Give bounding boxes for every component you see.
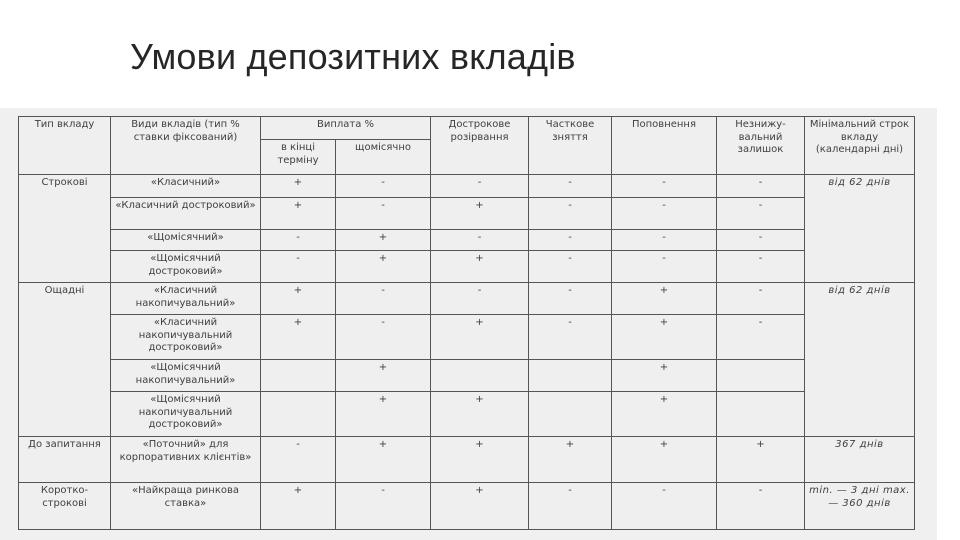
cell-partial-withdrawal: -	[529, 198, 612, 230]
cell-payment-end: -	[261, 251, 336, 283]
cell-payment-monthly: +	[336, 437, 431, 483]
cell-replenishment: +	[612, 283, 717, 315]
cell-payment-monthly: -	[336, 483, 431, 530]
table-row	[19, 251, 915, 283]
table-row	[19, 198, 915, 230]
cell-early-termination: +	[431, 483, 529, 530]
cell-min-balance: -	[717, 175, 805, 198]
cell-payment-monthly: +	[336, 392, 431, 437]
deposit-kind: «Класичний достроковий»	[111, 198, 261, 230]
group-savings: Ощадні	[19, 283, 111, 437]
cell-early-termination: +	[431, 315, 529, 360]
cell-payment-monthly: -	[336, 175, 431, 198]
table-header-row	[19, 117, 915, 140]
cell-payment-end: -	[261, 230, 336, 251]
deposit-kind: «Щомісячний накопичувальний достроковий»	[111, 392, 261, 437]
cell-replenishment: +	[612, 360, 717, 392]
cell-early-termination: +	[431, 251, 529, 283]
term-savings: від 62 днів	[805, 283, 915, 437]
header-payment-monthly: щомісячно	[336, 140, 431, 175]
deposit-kind: «Класичний накопичувальний»	[111, 283, 261, 315]
cell-payment-monthly: +	[336, 360, 431, 392]
header-early-termination: Дострокове розірвання	[431, 117, 529, 175]
cell-min-balance: -	[717, 230, 805, 251]
table-row	[19, 283, 915, 315]
deposit-kind: «Щомісячний»	[111, 230, 261, 251]
table-row	[19, 437, 915, 483]
header-payment: Виплата %	[261, 117, 431, 140]
table-row	[19, 392, 915, 437]
table-row	[19, 230, 915, 251]
cell-min-balance: -	[717, 251, 805, 283]
cell-early-termination: +	[431, 392, 529, 437]
cell-partial-withdrawal: -	[529, 251, 612, 283]
table-row	[19, 360, 915, 392]
cell-payment-monthly: -	[336, 315, 431, 360]
table-panel	[0, 108, 937, 540]
term-demand: 367 днів	[805, 437, 915, 483]
cell-partial-withdrawal	[529, 360, 612, 392]
deposit-kind: «Поточний» для корпоративних клієнтів»	[111, 437, 261, 483]
cell-payment-monthly: +	[336, 230, 431, 251]
cell-replenishment: +	[612, 315, 717, 360]
cell-partial-withdrawal: -	[529, 283, 612, 315]
header-partial-withdrawal: Часткове зняття	[529, 117, 612, 175]
cell-payment-end: +	[261, 283, 336, 315]
cell-payment-end: +	[261, 175, 336, 198]
cell-replenishment: -	[612, 251, 717, 283]
cell-replenishment: -	[612, 483, 717, 530]
header-replenishment: Поповнення	[612, 117, 717, 175]
slide-title: Умови депозитних вкладів	[130, 36, 576, 77]
cell-early-termination: -	[431, 283, 529, 315]
group-demand: До запитання	[19, 437, 111, 483]
term-short-term: min. — 3 дні max. — 360 днів	[805, 483, 915, 530]
cell-min-balance: -	[717, 315, 805, 360]
header-min-balance: Незнижу-вальний залишок	[717, 117, 805, 175]
table-row	[19, 483, 915, 530]
cell-payment-end: +	[261, 483, 336, 530]
cell-payment-end: +	[261, 315, 336, 360]
cell-min-balance: -	[717, 198, 805, 230]
group-term: Строкові	[19, 175, 111, 283]
cell-early-termination: -	[431, 230, 529, 251]
cell-replenishment: -	[612, 230, 717, 251]
cell-payment-end: -	[261, 437, 336, 483]
cell-replenishment: -	[612, 198, 717, 230]
cell-min-balance: -	[717, 483, 805, 530]
cell-replenishment: +	[612, 437, 717, 483]
cell-payment-end: +	[261, 198, 336, 230]
deposit-kind: «Найкраща ринкова ставка»	[111, 483, 261, 530]
term-term: від 62 днів	[805, 175, 915, 283]
table-row	[19, 175, 915, 198]
cell-partial-withdrawal: +	[529, 437, 612, 483]
cell-min-balance	[717, 392, 805, 437]
cell-min-balance	[717, 360, 805, 392]
cell-partial-withdrawal: -	[529, 483, 612, 530]
header-min-term: Мінімальний строк вкладу (календарні дні)	[805, 117, 915, 175]
cell-min-balance: +	[717, 437, 805, 483]
cell-early-termination: +	[431, 437, 529, 483]
deposit-kind: «Щомісячний накопичувальний»	[111, 360, 261, 392]
deposit-kind: «Щомісячний достроковий»	[111, 251, 261, 283]
cell-early-termination: -	[431, 175, 529, 198]
cell-payment-monthly: -	[336, 283, 431, 315]
cell-partial-withdrawal: -	[529, 175, 612, 198]
cell-partial-withdrawal: -	[529, 315, 612, 360]
cell-replenishment: +	[612, 392, 717, 437]
deposit-kind: «Класичний»	[111, 175, 261, 198]
cell-early-termination: +	[431, 198, 529, 230]
cell-early-termination	[431, 360, 529, 392]
cell-replenishment: -	[612, 175, 717, 198]
cell-payment-end	[261, 360, 336, 392]
cell-partial-withdrawal	[529, 392, 612, 437]
header-type: Тип вкладу	[19, 117, 111, 175]
header-payment-end: в кінці терміну	[261, 140, 336, 175]
cell-min-balance: -	[717, 283, 805, 315]
table-row	[19, 315, 915, 360]
cell-payment-monthly: -	[336, 198, 431, 230]
cell-partial-withdrawal: -	[529, 230, 612, 251]
header-kinds: Види вкладів (тип % ставки фіксований)	[111, 117, 261, 175]
cell-payment-end	[261, 392, 336, 437]
cell-payment-monthly: +	[336, 251, 431, 283]
deposit-conditions-table	[18, 116, 915, 530]
deposit-kind: «Класичний накопичувальний достроковий»	[111, 315, 261, 360]
group-short-term: Коротко-строкові	[19, 483, 111, 530]
